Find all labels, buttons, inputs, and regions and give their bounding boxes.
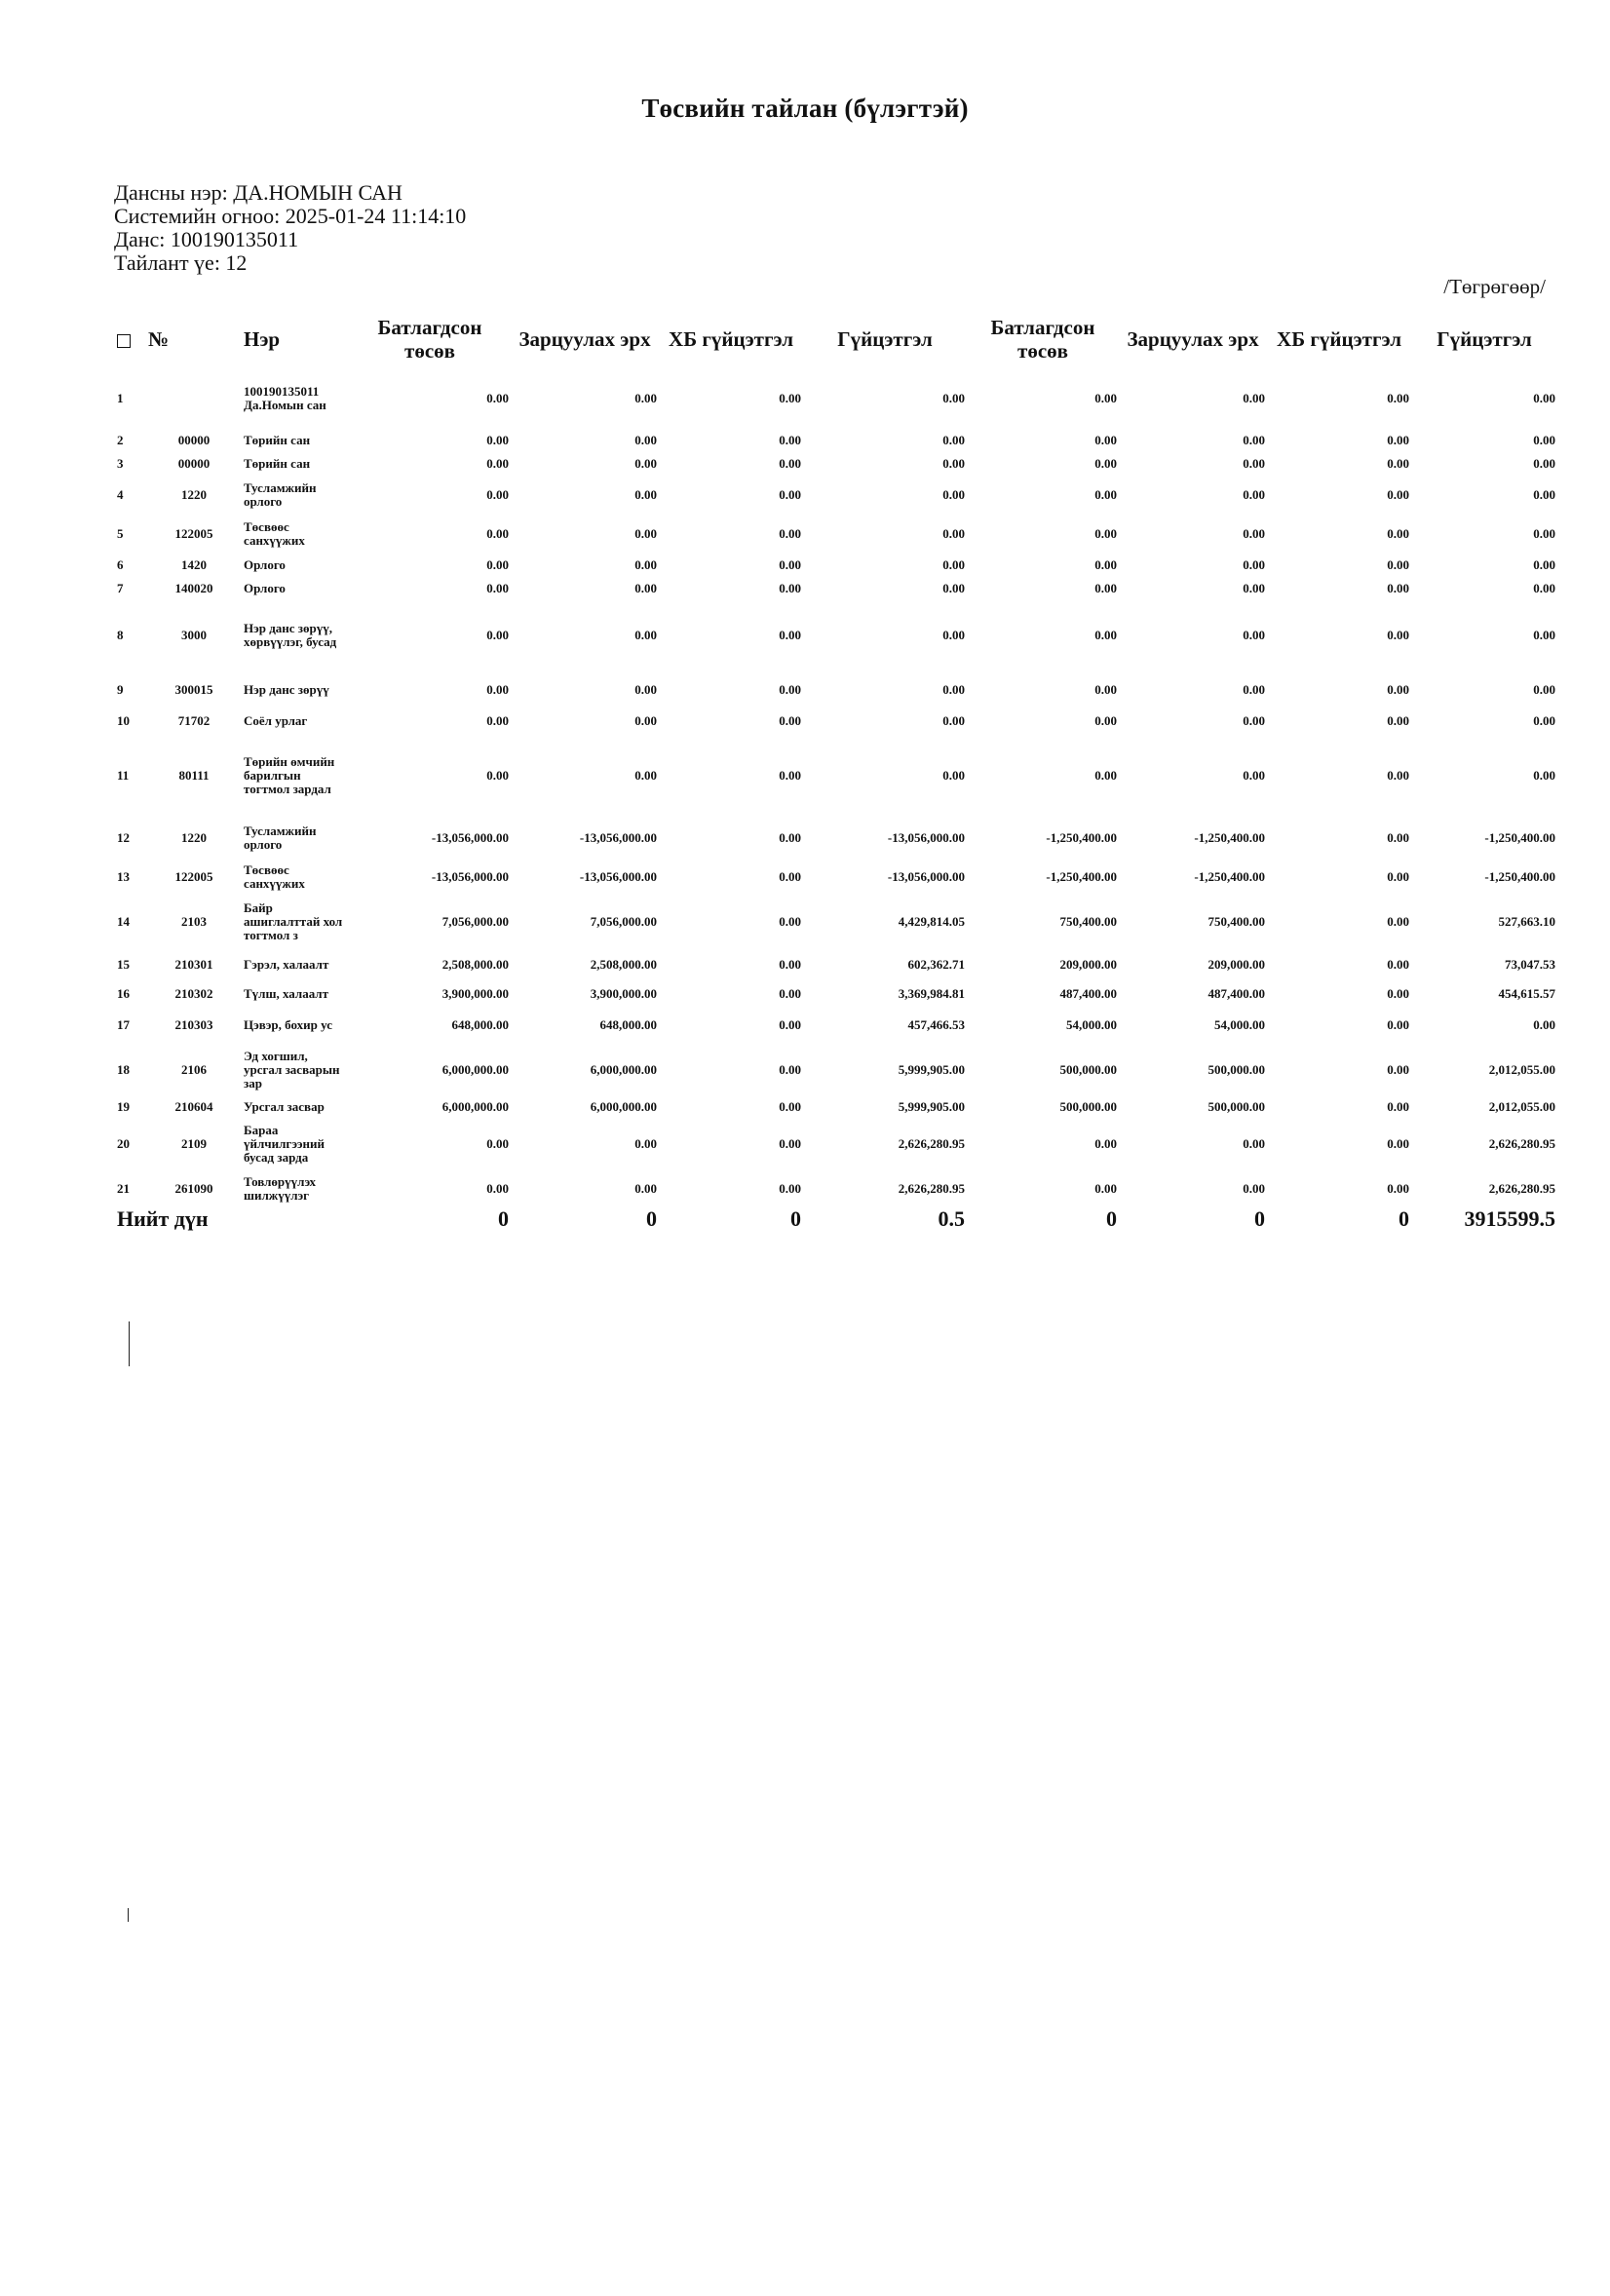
row-value: 0.00 [1094,713,1118,728]
row-value: 750,400.00 [1208,914,1266,929]
row-code: 122005 [174,526,213,541]
row-value: 457,466.53 [907,1017,966,1032]
report-period: Тайлант үе: 12 [114,250,248,275]
row-name: Бараа үйлчилгээний бусад зарда [244,1123,326,1165]
column-header-spending-right-2: Зарцуулах эрх [1127,327,1259,351]
row-code: 300015 [174,682,213,697]
row-value: 0.00 [1094,581,1118,595]
row-value: 0.00 [1387,768,1410,783]
row-value: 0.00 [942,713,966,728]
row-value: 3,900,000.00 [441,986,510,1001]
row-value: 0.00 [942,526,966,541]
row-index: 14 [117,914,130,929]
system-date: Системийн огноо: 2025-01-24 11:14:10 [114,204,467,228]
column-header-number: № [148,327,170,351]
row-value: 0.00 [1387,1181,1410,1196]
row-code: 210301 [174,957,213,972]
row-name: Товлөрүүлэх шилжүүлэг [244,1174,317,1203]
row-value: 0.00 [942,768,966,783]
row-value: 0.00 [779,914,802,929]
checkbox-icon [117,334,131,348]
row-value: 0.00 [1094,391,1118,405]
row-name: Эд хогшил, урсгал засварын зар [244,1049,340,1091]
row-value: 2,626,280.95 [898,1136,966,1151]
row-value: 0.00 [1094,1136,1118,1151]
row-value: 0.00 [1533,628,1556,642]
row-index: 16 [117,986,130,1001]
row-value: 0.00 [1094,487,1118,502]
row-code: 122005 [174,869,213,884]
row-index: 21 [117,1181,130,1196]
row-value: 648,000.00 [451,1017,510,1032]
table-row [115,1006,1557,1045]
row-value: 0.00 [1243,768,1266,783]
row-value: 0.00 [1387,557,1410,572]
table-row [115,897,1557,947]
row-value: 0.00 [942,628,966,642]
row-index: 2 [117,433,124,447]
row-value: 2,012,055.00 [1488,1062,1556,1077]
table-row [115,709,1557,733]
row-value: 0.00 [942,581,966,595]
table-row [115,515,1557,554]
column-header-hb-performance: ХБ гүйцэтгэл [669,327,793,351]
row-value: 0.00 [486,768,510,783]
scan-mark [129,1321,130,1366]
row-value: 487,400.00 [1208,986,1266,1001]
row-value: 0.00 [779,1062,802,1077]
row-value: 0.00 [486,682,510,697]
report-meta [114,181,466,275]
row-value: 0.00 [779,433,802,447]
row-value: 0.00 [779,869,802,884]
row-value: 0.00 [1387,456,1410,471]
row-value: 0.00 [634,456,658,471]
row-value: 4,429,814.05 [898,914,966,929]
row-value: 6,000,000.00 [590,1099,658,1114]
row-value: 0.00 [779,526,802,541]
row-index: 18 [117,1062,130,1077]
total-row [115,1208,1557,1227]
table-row [115,577,1557,600]
row-value: 0.00 [1243,557,1266,572]
row-value: -13,056,000.00 [887,830,966,845]
row-value: 0.00 [779,1017,802,1032]
row-value: 0.00 [1387,682,1410,697]
row-value: 0.00 [486,526,510,541]
row-value: 0.00 [1387,713,1410,728]
row-value: 602,362.71 [907,957,966,972]
row-value: 0.00 [634,487,658,502]
row-code: 2109 [181,1136,207,1151]
account-number: Данс: 100190135011 [114,227,299,251]
row-value: 5,999,905.00 [898,1062,966,1077]
row-value: 0.00 [634,1181,658,1196]
row-value: 500,000.00 [1208,1099,1266,1114]
row-name: Тусламжийн орлого [244,823,317,852]
row-value: 0.00 [1533,713,1556,728]
row-code: 2106 [181,1062,207,1077]
row-index: 19 [117,1099,130,1114]
table-row [115,476,1557,515]
row-value: 0.00 [779,628,802,642]
row-value: 209,000.00 [1208,957,1266,972]
row-index: 5 [117,526,124,541]
row-code: 00000 [177,433,211,447]
table-row [115,1119,1557,1169]
row-index: 15 [117,957,130,972]
row-name: Төсвөөс санхүүжих [244,519,305,548]
row-value: 0.00 [1094,526,1118,541]
row-value: 0.00 [1387,1017,1410,1032]
total-value: 0 [1399,1206,1410,1231]
row-name: 100190135011 Да.Номын сан [244,384,326,412]
row-value: 0.00 [486,456,510,471]
row-value: 54,000.00 [1066,1017,1118,1032]
row-value: -1,250,400.00 [1046,830,1118,845]
row-value: 0.00 [779,986,802,1001]
row-value: 54,000.00 [1214,1017,1266,1032]
account-name: Дансны нэр: ДА.НОМЫН САН [114,180,402,205]
row-value: 0.00 [1243,433,1266,447]
row-value: 0.00 [1533,1017,1556,1032]
row-value: 73,047.53 [1505,957,1556,972]
table-row [115,947,1557,982]
row-value: 0.00 [779,487,802,502]
row-value: 2,626,280.95 [1488,1181,1556,1196]
row-value: 0.00 [1533,557,1556,572]
row-value: 0.00 [486,1136,510,1151]
row-value: 500,000.00 [1059,1099,1118,1114]
row-value: 487,400.00 [1059,986,1118,1001]
row-name: Урсгал засвар [244,1099,325,1114]
row-value: 0.00 [1387,391,1410,405]
table-row [115,819,1557,858]
row-value: 0.00 [1243,456,1266,471]
row-value: 0.00 [1387,1136,1410,1151]
table-row [115,733,1557,819]
row-value: 0.00 [1094,1181,1118,1196]
row-value: 0.00 [1533,391,1556,405]
row-value: 0.00 [1094,433,1118,447]
row-value: 0.00 [634,581,658,595]
column-header-hb-performance-2: ХБ гүйцэтгэл [1277,327,1401,351]
row-value: 0.00 [779,391,802,405]
row-index: 13 [117,869,130,884]
row-index: 1 [117,391,124,405]
row-value: 0.00 [1387,1062,1410,1077]
row-value: 0.00 [486,1181,510,1196]
scan-mark [128,1908,129,1922]
row-value: 0.00 [779,768,802,783]
row-value: 0.00 [1243,581,1266,595]
row-value: 0.00 [942,682,966,697]
row-value: 0.00 [634,682,658,697]
report-title: Төсвийн тайлан (бүлэгтэй) [641,94,969,123]
row-code: 1220 [181,487,207,502]
row-value: 2,012,055.00 [1488,1099,1556,1114]
row-value: 209,000.00 [1059,957,1118,972]
row-value: 500,000.00 [1059,1062,1118,1077]
column-header-performance: Гүйцэтгэл [837,327,933,351]
row-value: 454,615.57 [1498,986,1556,1001]
row-value: 0.00 [779,957,802,972]
row-value: 0.00 [1533,433,1556,447]
row-name: Түлш, халаалт [244,986,328,1001]
row-name: Соёл урлаг [244,713,308,728]
row-code: 2103 [181,914,207,929]
row-value: 0.00 [942,557,966,572]
row-value: 0.00 [1387,628,1410,642]
row-name: Тусламжийн орлого [244,480,317,509]
row-index: 4 [117,487,124,502]
row-code: 00000 [177,456,211,471]
row-index: 3 [117,456,124,471]
row-value: 0.00 [779,1136,802,1151]
row-value: 0.00 [779,581,802,595]
row-value: 500,000.00 [1208,1062,1266,1077]
row-code: 1220 [181,830,207,845]
row-value: 0.00 [634,526,658,541]
row-value: -13,056,000.00 [579,869,658,884]
row-name: Байр ашиглалттай хол тогтмол з [244,900,343,942]
row-value: 0.00 [634,768,658,783]
row-code: 71702 [177,713,211,728]
row-value: 0.00 [1243,526,1266,541]
row-name: Орлого [244,581,286,595]
row-value: 0.00 [486,581,510,595]
row-value: 0.00 [1243,682,1266,697]
row-value: 0.00 [942,433,966,447]
row-value: 0.00 [1533,768,1556,783]
row-value: 0.00 [1533,526,1556,541]
row-name: Төсвөөс санхүүжих [244,862,305,891]
row-value: 648,000.00 [599,1017,658,1032]
total-label: Нийт дүн [117,1206,209,1231]
row-index: 6 [117,557,124,572]
currency-unit: /Төгрөгөөр/ [1443,275,1546,298]
row-value: 0.00 [779,1181,802,1196]
row-code: 1420 [181,557,207,572]
row-code: 210303 [174,1017,213,1032]
row-value: 6,000,000.00 [441,1062,510,1077]
row-value: 0.00 [779,830,802,845]
row-value: 0.00 [779,1099,802,1114]
row-value: 0.00 [1243,628,1266,642]
row-value: 0.00 [1387,869,1410,884]
row-value: 3,369,984.81 [898,986,966,1001]
row-value: 0.00 [634,1136,658,1151]
row-value: 0.00 [1387,830,1410,845]
row-value: 0.00 [779,682,802,697]
table-row [115,1095,1557,1119]
row-value: -13,056,000.00 [579,830,658,845]
row-value: 6,000,000.00 [441,1099,510,1114]
column-header-name: Нэр [244,327,281,351]
row-value: -1,250,400.00 [1194,869,1266,884]
row-value: 7,056,000.00 [590,914,658,929]
select-all-checkbox[interactable] [115,310,146,368]
row-value: -13,056,000.00 [431,869,510,884]
row-value: 0.00 [634,628,658,642]
table-row [115,554,1557,577]
row-value: 0.00 [1243,1181,1266,1196]
table-row [115,368,1557,429]
row-value: -1,250,400.00 [1484,869,1556,884]
row-value: 0.00 [1243,713,1266,728]
row-value: -13,056,000.00 [431,830,510,845]
row-value: 0.00 [634,557,658,572]
row-value: 0.00 [1533,682,1556,697]
row-index: 17 [117,1017,130,1032]
row-value: 0.00 [1094,682,1118,697]
column-header-spending-right: Зарцуулах эрх [518,327,651,351]
row-index: 7 [117,581,124,595]
row-value: 5,999,905.00 [898,1099,966,1114]
row-name: Орлого [244,557,286,572]
row-name: Төрийн өмчийн барилгын тогтмол зардал [244,754,335,796]
row-name: Гэрэл, халаалт [244,957,329,972]
table-row [115,1045,1557,1095]
row-value: -13,056,000.00 [887,869,966,884]
row-name: Цэвэр, бохир ус [244,1017,332,1032]
budget-report-table [115,310,1557,1231]
row-value: 0.00 [1094,557,1118,572]
row-code: 80111 [178,768,210,783]
row-value: 0.00 [779,456,802,471]
row-value: -1,250,400.00 [1046,869,1118,884]
table-row [115,452,1557,476]
row-value: 0.00 [486,391,510,405]
row-value: 0.00 [634,713,658,728]
row-value: 0.00 [486,557,510,572]
row-value: 750,400.00 [1059,914,1118,929]
total-value: 0 [790,1206,802,1231]
row-value: 0.00 [1243,391,1266,405]
row-value: 0.00 [1243,1136,1266,1151]
row-value: 0.00 [1094,768,1118,783]
row-value: 0.00 [1533,487,1556,502]
total-value: 0 [1254,1206,1266,1231]
row-value: 0.00 [1387,433,1410,447]
row-code: 210302 [174,986,213,1001]
row-value: 0.00 [486,713,510,728]
row-value: 0.00 [942,487,966,502]
table-header-row [115,310,1557,368]
table-row [115,1169,1557,1208]
row-name: Төрийн сан [244,433,311,447]
row-value: 527,663.10 [1498,914,1556,929]
row-value: -1,250,400.00 [1484,830,1556,845]
row-value: 0.00 [1387,914,1410,929]
row-value: 0.00 [942,391,966,405]
row-name: Нэр данс зөрүү, хөрвүүлэг, бусад [244,621,337,649]
row-code: 140020 [174,581,213,595]
total-value: 0 [498,1206,510,1231]
table-row [115,600,1557,670]
row-code: 261090 [174,1181,213,1196]
column-header-approved-budget-2: Батлагдсон төсөв [990,316,1095,363]
row-value: 0.00 [1243,487,1266,502]
row-index: 12 [117,830,130,845]
row-value: 0.00 [634,391,658,405]
row-name: Төрийн сан [244,456,311,471]
row-code [146,368,242,429]
row-value: 2,626,280.95 [898,1181,966,1196]
row-value: 2,508,000.00 [441,957,510,972]
row-value: 2,508,000.00 [590,957,658,972]
total-value: 3915599.5 [1464,1206,1556,1231]
row-value: 3,900,000.00 [590,986,658,1001]
row-value: 2,626,280.95 [1488,1136,1556,1151]
row-value: 0.00 [1387,986,1410,1001]
row-index: 8 [117,628,124,642]
row-value: 7,056,000.00 [441,914,510,929]
row-value: 0.00 [1533,581,1556,595]
row-value: -1,250,400.00 [1194,830,1266,845]
table-row [115,982,1557,1006]
row-value: 0.00 [779,557,802,572]
row-value: 0.00 [1533,456,1556,471]
row-value: 0.00 [486,433,510,447]
column-header-performance-2: Гүйцэтгэл [1437,327,1532,351]
row-value: 0.00 [1387,1099,1410,1114]
row-code: 3000 [181,628,207,642]
row-value: 0.00 [779,713,802,728]
row-value: 0.00 [634,433,658,447]
row-index: 9 [117,682,124,697]
row-index: 20 [117,1136,130,1151]
row-value: 0.00 [486,487,510,502]
column-header-approved-budget: Батлагдсон төсөв [377,316,482,363]
table-row [115,670,1557,709]
total-value: 0 [1106,1206,1118,1231]
table-row [115,429,1557,452]
row-value: 0.00 [1387,526,1410,541]
row-value: 0.00 [486,628,510,642]
row-name: Нэр данс зөрүү [244,682,329,697]
total-value: 0 [646,1206,658,1231]
row-value: 0.00 [1094,456,1118,471]
row-value: 0.00 [1094,628,1118,642]
row-index: 10 [117,713,130,728]
row-index: 11 [117,768,130,783]
row-value: 6,000,000.00 [590,1062,658,1077]
table-body [115,368,1557,1208]
row-value: 0.00 [1387,957,1410,972]
table-row [115,858,1557,897]
row-value: 0.00 [1387,581,1410,595]
row-value: 0.00 [942,456,966,471]
row-value: 0.00 [1387,487,1410,502]
total-value: 0.5 [938,1206,966,1231]
row-code: 210604 [174,1099,213,1114]
